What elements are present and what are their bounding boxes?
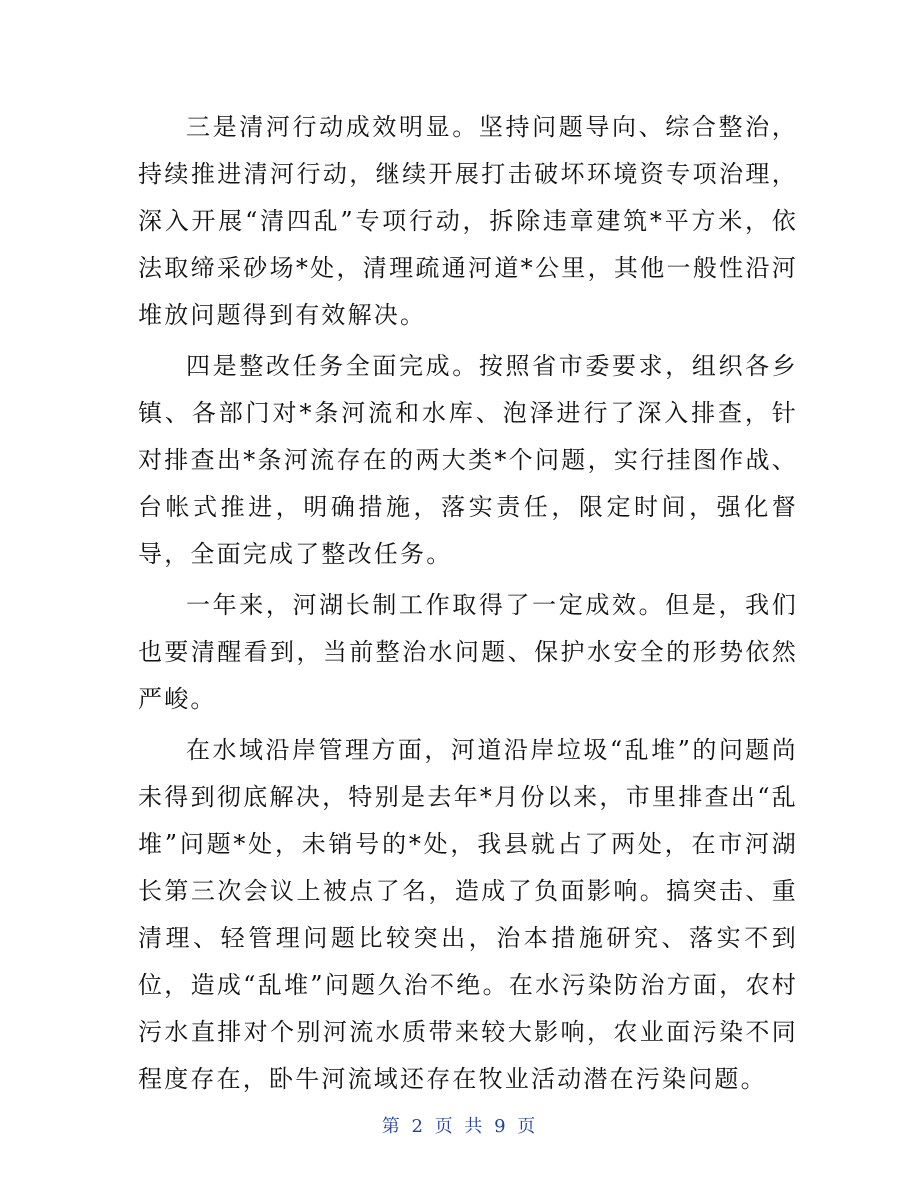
paragraph-1: 三是清河行动成效明显。坚持问题导向、综合整治，持续推进清河行动，继续开展打击破坏环境资专项治理，深入开展“清四乱”专项行动，拆除违章建筑*平方米，依法取缔采砂场*处，清理疏通河道*公里，其他一般性沿河堆放问题得到有效解决。 [138, 113, 798, 329]
paragraph-4: 在水域沿岸管理方面，河道沿岸垃圾“乱堆”的问题尚未得到彻底解决，特别是去年*月份以来，市里排查出“乱堆”问题*处，未销号的*处，我县就占了两处，在市河湖长第三次会议上被点了名，造成了负面影响。搞突击、重清理、轻管理问题比较突出，治本措施研究、落实不到位，造成“乱堆”问题久治不绝。在水污染防治方面，农村污水直排对个别河流水质带来较大影响，农业面污染不同程度存在，卧牛河流域还存在牧业活动潜在污染问题。 [138, 736, 798, 1093]
paragraph-3: 一年来，河湖长制工作取得了一定成效。但是，我们也要清醒看到，当前整治水问题、保护水安全的形势依然严峻。 [138, 591, 798, 713]
document-body [138, 104, 798, 1103]
paragraph-2: 四是整改任务全面完成。按照省市委要求，组织各乡镇、各部门对*条河流和水库、泡泽进行了深入排查，针对排查出*条河流存在的两大类*个问题，实行挂图作战、台帐式推进，明确措施，落实责任，限定时间，强化督导，全面完成了整改任务。 [138, 352, 798, 568]
page-number-footer: 第 2 页 共 9 页 [381, 1116, 539, 1137]
